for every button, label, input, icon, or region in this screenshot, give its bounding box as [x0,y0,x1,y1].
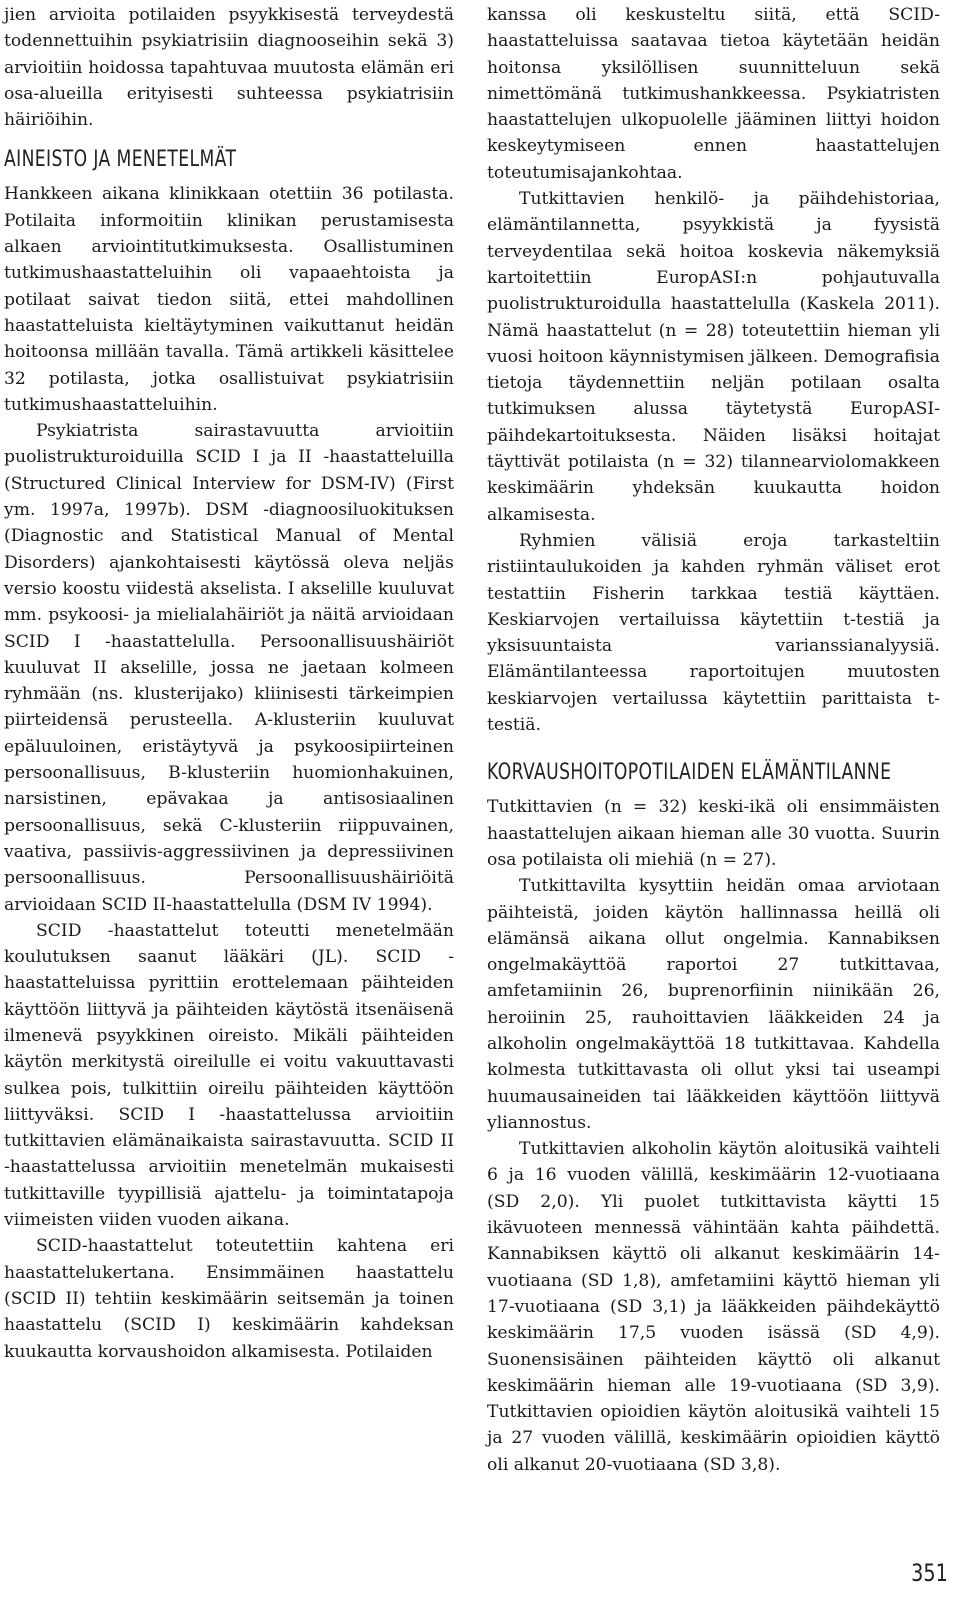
section-heading-methods: AINEISTO JA MENETELMÄT [4,147,237,173]
paragraph: SCID-haastattelut toteutettiin kahtena eri haastattelukertana. Ensimmäinen haastattelu (SCID II) tehtiin keskimäärin seitsemän ja toinen haastattelu (SCID I) keskimäärin kahdeksan kuukautta korvaushoidon alkamisesta. Potilaiden [4,1236,454,1362]
paragraph: Hankkeen aikana klinikkaan otettiin 36 potilasta. Potilaita informoitiin klinikan perustamisesta alkaen arviointitutkimuksesta. Osallistuminen tutkimushaastatteluihin oli vapaaehtoista ja potilaat saivat tiedon siitä, ettei mahdollinen haastatteluista kieltäytyminen vaikuttanut heidän hoitoonsa millään tavalla. Tämä artikkeli käsittelee 32 potilasta, jotka osallistuivat psykiatrisiin tutkimushaastatteluihin. [4,184,454,415]
section-heading-life-situation: KORVAUSHOITOPOTILAIDEN ELÄMÄNTILANNE [487,760,892,786]
paragraph: kanssa oli keskusteltu siitä, että SCID-haastatteluissa saatavaa tietoa käytetään heidän hoitonsa yksilöllisen suunnitteluun sekä nimettömänä tutkimushankkeessa. Psykiatristen haastattelujen ulkopuolelle jääminen liittyi hoidon keskeytymiseen ennen haastattelujen toteutumisajankohtaa. [487,5,940,183]
paragraph: Ryhmien välisiä eroja tarkasteltiin ristiintaulukoiden ja kahden ryhmän väliset erot testattiin Fisherin tarkkaa testiä käyttäen. Keskiarvojen vertailuissa käytettiin t-testiä ja yksisuuntaista varianssianalyysiä. Elämäntilanteessa raportoitujen muutosten keskiarvojen vertailussa käytettiin parittaista t-testiä. [487,530,940,736]
paragraph: SCID -haastattelut toteutti menetelmään koulutuksen saanut lääkäri (JL). SCID -haastatteluissa pyrittiin erottelemaan päihteiden käyttöön liittyvä ja päihteiden käytöstä itsenäisenä ilmenevä psyykkinen oireisto. Mikäli päihteiden käytön merkitystä oireilulle ei voitu vakuuttavasti sulkea pois, tulkittiin oireilu päihteiden käyttöön liittyväksi. SCID I -haastattelussa arvioitiin tutkittavien elämänaikaista sairastavuutta. SCID II -haastattelussa arvioitiin menetelmän mukaisesti tutkittaville tyypillisiä ajattelu- ja toimintatapoja viimeisten viiden vuoden aikana. [4,920,454,1231]
intro-paragraph: jien arvioita potilaiden psyykkisestä terveydestä todennettuihin psykiatrisiin diagnooseihin sekä 3) arvioitiin hoidossa tapahtuvaa muutosta elämän eri osa-alueilla erityisesti suhteessa psykiatrisiin häiriöihin. [4,5,454,131]
left-column [4,2,454,1365]
right-column [487,2,940,1478]
paragraph: Psykiatrista sairastavuutta arvioitiin puolistrukturoiduilla SCID I ja II -haastatteluilla (Structured Clinical Interview for DSM-IV) (First ym. 1997a, 1997b). DSM -diagnoosiluokituksen (Diagnostic and Statistical Manual of Mental Disorders) ajankohtaisesti käytössä oleva neljäs versio koostu viidestä akselista. I akselille kuuluvat mm. psykoosi- ja mielialahäiriöt ja näitä arvioidaan SCID I -haastattelulla. Persoonallisuushäiriöt kuuluvat II akselille, jossa ne jaetaan kolmeen ryhmään (ns. klusterijako) kliinisesti tärkeimpien piirteidensä perusteella. A-klusteriin kuuluvat epäluuloinen, eristäytyvä ja psykoosipiirteinen persoonallisuus, B-klusteriin huomionhakuinen, narsistinen, epävakaa ja antisosiaalinen persoonallisuus, sekä C-klusteriin riippuvainen, vaativa, passiivis-aggressiivinen ja depressiivinen persoonallisuus. Persoonallisuushäiriöitä arvioidaan SCID II-haastattelulla (DSM IV 1994). [4,421,454,915]
page-number: 351 [911,1559,948,1587]
paragraph: Tutkittavien (n = 32) keski-ikä oli ensimmäisten haastattelujen aikaan hieman alle 30 vuotta. Suurin osa potilaista oli miehiä (n = 27). [487,797,940,870]
paragraph: Tutkittavien alkoholin käytön aloitusikä vaihteli 6 ja 16 vuoden välillä, keskimäärin 12-vuotiaana (SD 2,0). Yli puolet tutkittavista käytti 15 ikävuoteen mennessä vähintään kahta päihdettä. Kannabiksen käyttö oli alkanut keskimäärin 14-vuotiaana (SD 1,8), amfetamiini käyttö hieman yli 17-vuotiaana (SD 3,1) ja lääkkeiden päihdekäyttö keskimäärin 17,5 vuoden isässä (SD 4,9). Suonensisäinen päihteiden käyttö oli alkanut keskimäärin hieman alle 19-vuotiaana (SD 3,9). Tutkittavien opioidien käytön aloitusikä vaihteli 15 ja 27 vuoden välillä, keskimäärin opioidien käyttö oli alkanut 20-vuotiaana (SD 3,8). [487,1139,940,1475]
paragraph: Tutkittavilta kysyttiin heidän omaa arviotaan päihteistä, joiden käytön hallinnassa heillä oli elämänsä aikana ollut ongelmia. Kannabiksen ongelmakäyttöä raportoi 27 tutkittavaa, amfetamiinin 26, buprenorfiinin niinikään 26, heroiinin 25, rauhoittavien lääkkeiden 24 ja alkoholin ongelmakäyttöä 18 tutkittavaa. Kahdella kolmesta tutkittavasta oli ollut yksi tai useampi huumausaineiden tai lääkkeiden käyttöön liittyvä yliannostus. [487,876,940,1133]
paragraph: Tutkittavien henkilö- ja päihdehistoriaa, elämäntilannetta, psyykkistä ja fyysistä terveydentilaa sekä hoitoa koskevia näkemyksiä kartoitettiin EuropASI:n pohjautuvalla puolistrukturoidulla haastattelulla (Kaskela 2011). Nämä haastattelut (n = 28) toteutettiin hieman yli vuosi hoitoon käynnistymisen jälkeen. Demografisia tietoja täydennettiin neljän potilaan osalta tutkimuksen alussa täytetystä EuropASI-päihdekartoituksesta. Näiden lisäksi hoitajat täyttivät potilaista (n = 32) tilannearviolomakkeen keskimäärin yhdeksän kuukautta hoidon alkamisesta. [487,189,940,525]
